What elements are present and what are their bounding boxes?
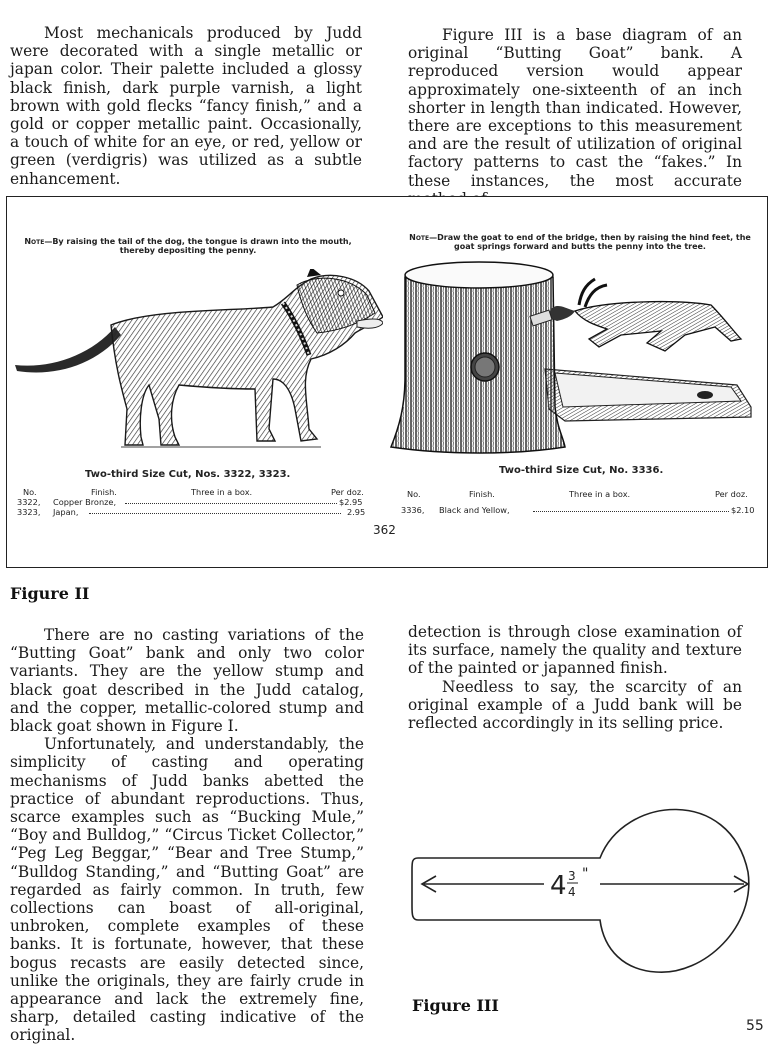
- article-column-top-right: [408, 26, 742, 208]
- measurement-whole: 4: [550, 871, 567, 901]
- inch-mark: ": [582, 866, 589, 882]
- paragraph: Unfortunately, and understandably, the simplicity of casting and operating mechanisms of Judd banks abetted the practice of abundant reproductions. Thus, scarce examples such as “Bucking Mule,” “Boy and Bulldog,” “Circus Ticket Collector,” “Peg Leg Beggar,” “Bear and Tree Stump,” “Bulldog Standing,” and “Butting Goat” are regarded as fairly common. In truth, few collections can boast of all-original, unbroken, complete examples of these banks. It is fortunate, however, that these bogus recasts are easily detected since, unlike the originals, they are fairly crude in appearance and lack the extremely fine, sharp, detailed casting indicative of the original.: [10, 735, 364, 1045]
- column-header: Per doz.: [331, 487, 364, 497]
- table-row: 3323, Japan, 2.95: [17, 507, 366, 517]
- page-number: 55: [746, 1018, 764, 1034]
- table-header-row: [17, 487, 367, 497]
- catalog-page-number: 362: [373, 523, 396, 537]
- article-column-top-left: [10, 24, 362, 188]
- dog-bank-price-table: [17, 487, 367, 517]
- article-column-bottom-right: [408, 623, 742, 732]
- column-header: No.: [407, 489, 421, 499]
- column-header: No.: [23, 487, 37, 497]
- bank-base-diagram: [404, 786, 764, 986]
- dog-bank-title: Two-third Size Cut, Nos. 3322, 3323.: [85, 469, 291, 480]
- column-header: Finish.: [469, 489, 495, 499]
- paragraph: Most mechanicals produced by Judd were decorated with a single metallic or japan color. Their palette included a glossy black finish, dark purple varnish, a light brown with gold flecks “fancy finish,” and a gold or copper metallic paint. Occasionally, a touch of white for an eye, or red, yellow or green (verdigris) was utilized as a subtle enhancement.: [10, 24, 362, 188]
- goat-bank-note: Note—Draw the goat to end of the bridge, then by raising the hind feet, the goat springs forward and butts the penny into the tree.: [409, 233, 751, 251]
- figure-caption: Figure II: [10, 584, 90, 603]
- catalog-page-figure: [6, 196, 768, 568]
- table-row: 3322, Copper Bronze, $2.95: [17, 497, 363, 507]
- goat-bank-price-table: [401, 489, 757, 515]
- base-outline: [412, 809, 749, 972]
- figure-caption: Figure III: [412, 996, 499, 1015]
- measurement-denominator: 4: [568, 885, 576, 899]
- article-column-bottom-left: [10, 626, 364, 1045]
- table-header-row: [401, 489, 757, 499]
- dog-bank-note: Note—By raising the tail of the dog, the tongue is drawn into the mouth, thereby depositing the penny.: [24, 237, 352, 255]
- column-header: Finish.: [91, 487, 117, 497]
- paragraph: There are no casting variations of the “Butting Goat” bank and only two color variants. They are the yellow stump and black goat described in the Judd catalog, and the copper, metallic-colored stump and black goat shown in Figure I.: [10, 626, 364, 736]
- column-header: Three in a box.: [191, 487, 253, 497]
- paragraph: Needless to say, the scarcity of an original example of a Judd bank will be reflected accordingly in its selling price.: [408, 677, 742, 733]
- paragraph: detection is through close examination of its surface, namely the quality and texture of the painted or japanned finish.: [408, 623, 742, 678]
- butting-goat-bank-illustration: [385, 257, 763, 457]
- paragraph: Figure III is a base diagram of an original “Butting Goat” bank. A reproduced version would appear approximately one-sixteenth of an inch shorter in length than indicated. However, there are exceptions to this measurement and are the result of utilization of original factory patterns to cast the “fakes.” In these instances, the most accurate: [408, 26, 742, 190]
- column-header: Per doz.: [715, 489, 748, 499]
- column-header: Three in a box.: [569, 489, 631, 499]
- measurement-numerator: 3: [568, 869, 576, 883]
- table-row: 3336, Black and Yellow, $2.10: [401, 505, 755, 515]
- bulldog-bank-illustration: [11, 269, 383, 457]
- goat-bank-title: Two-third Size Cut, No. 3336.: [499, 465, 664, 476]
